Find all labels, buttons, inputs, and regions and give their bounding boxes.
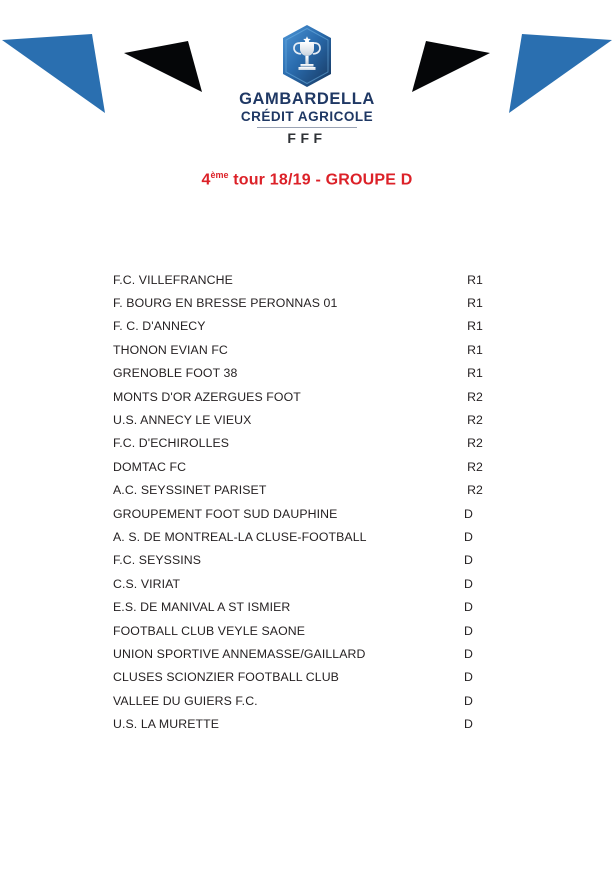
club-name: A. S. DE MONTREAL-LA CLUSE-FOOTBALL	[113, 529, 367, 544]
table-row	[113, 666, 485, 689]
club-name: THONON EVIAN FC	[113, 342, 228, 357]
table-row	[113, 268, 485, 291]
table-row	[113, 502, 485, 525]
round-ordinal-suffix: ème	[210, 170, 229, 180]
header-banner	[0, 0, 614, 160]
table-row	[113, 455, 485, 478]
table-row	[113, 479, 485, 502]
club-level: R1	[467, 296, 483, 311]
table-row	[113, 619, 485, 642]
team-list-table	[113, 268, 485, 736]
club-name: F. BOURG EN BRESSE PERONNAS 01	[113, 296, 338, 311]
team-list-body	[113, 268, 485, 736]
club-level: R2	[467, 483, 483, 498]
gambardella-logo	[0, 24, 614, 145]
club-level: D	[464, 717, 473, 732]
club-level: D	[464, 693, 473, 708]
club-name: DOMTAC FC	[113, 459, 187, 474]
club-name: C.S. VIRIAT	[113, 576, 181, 591]
page-title	[0, 170, 614, 189]
club-level: R1	[467, 366, 483, 381]
logo-title-gambardella: GAMBARDELLA	[239, 90, 375, 108]
club-level: R2	[467, 459, 483, 474]
table-row	[113, 549, 485, 572]
table-row	[113, 642, 485, 665]
table-row	[113, 408, 485, 431]
club-level: R1	[467, 342, 483, 357]
club-name: U.S. LA MURETTE	[113, 717, 220, 732]
table-row	[113, 712, 485, 735]
club-level: R2	[467, 413, 483, 428]
club-name: F. C. D'ANNECY	[113, 319, 206, 334]
club-level: D	[464, 553, 473, 568]
table-row	[113, 385, 485, 408]
table-row	[113, 525, 485, 548]
club-name: CLUSES SCIONZIER FOOTBALL CLUB	[113, 670, 339, 685]
table-row	[113, 338, 485, 361]
gambardella-trophy-crest-icon	[279, 24, 335, 88]
club-level: D	[464, 623, 473, 638]
round-title-rest: tour 18/19 - GROUPE D	[228, 171, 413, 189]
club-level: D	[464, 576, 473, 591]
club-level: D	[464, 600, 473, 615]
club-level: D	[464, 529, 473, 544]
round-number: 4	[201, 171, 211, 189]
club-level: R1	[467, 272, 483, 287]
table-row	[113, 689, 485, 712]
club-name: E.S. DE MANIVAL A ST ISMIER	[113, 600, 291, 615]
logo-divider	[257, 127, 357, 128]
club-name: U.S. ANNECY LE VIEUX	[113, 413, 252, 428]
logo-wordmark	[0, 91, 614, 145]
club-name: F.C. SEYSSINS	[113, 553, 202, 568]
club-name: VALLEE DU GUIERS F.C.	[113, 693, 258, 708]
club-name: GROUPEMENT FOOT SUD DAUPHINE	[113, 506, 338, 521]
table-row	[113, 362, 485, 385]
club-name: A.C. SEYSSINET PARISET	[113, 483, 267, 498]
club-level: R2	[467, 436, 483, 451]
club-name: F.C. VILLEFRANCHE	[113, 272, 233, 287]
club-name: UNION SPORTIVE ANNEMASSE/GAILLARD	[113, 646, 366, 661]
club-level: R2	[467, 389, 483, 404]
club-level: D	[464, 646, 473, 661]
club-level: D	[464, 506, 473, 521]
club-level: D	[464, 670, 473, 685]
federation-label-fff: FFF	[287, 130, 327, 146]
logo-subtitle-sponsor: CRÉDIT AGRICOLE	[240, 108, 374, 124]
club-name: GRENOBLE FOOT 38	[113, 366, 238, 381]
club-name: F.C. D'ECHIROLLES	[113, 436, 230, 451]
table-row	[113, 572, 485, 595]
table-row	[113, 291, 485, 314]
club-name: MONTS D'OR AZERGUES FOOT	[113, 389, 301, 404]
table-row	[113, 595, 485, 618]
table-row	[113, 315, 485, 338]
club-level: R1	[467, 319, 483, 334]
table-row	[113, 432, 485, 455]
club-name: FOOTBALL CLUB VEYLE SAONE	[113, 623, 306, 638]
